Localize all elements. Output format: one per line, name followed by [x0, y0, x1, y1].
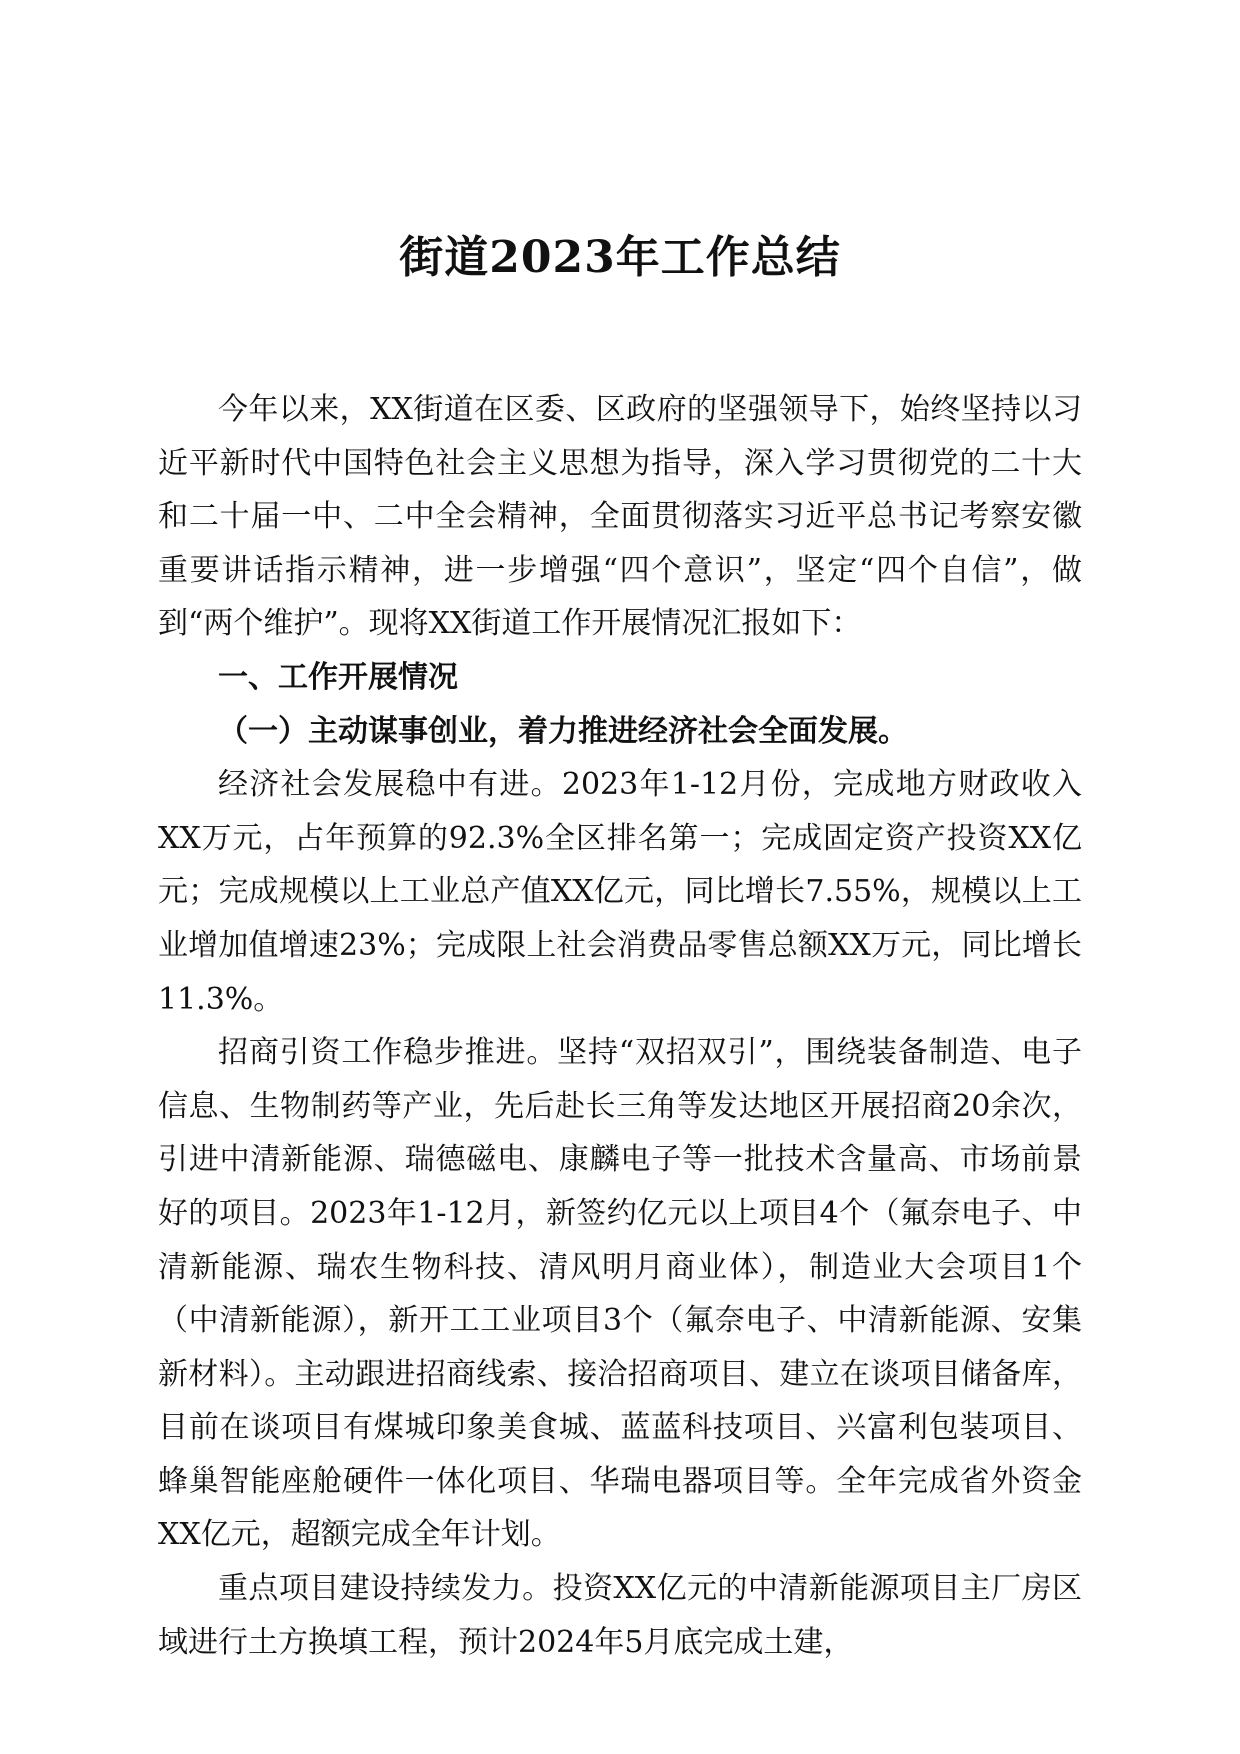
document-title: 街道2023年工作总结	[399, 232, 841, 283]
section-heading-work-progress: 一、工作开展情况	[218, 659, 458, 695]
subsection-heading-economy: （一）主动谋事创业，着力推进经济社会全面发展。	[218, 713, 908, 749]
intro-paragraph: 今年以来，XX街道在区委、区政府的坚强领导下，始终坚持以习近平新时代中国特色社会主义思想为指导，深入学习贯彻党的二十大和二十届一中、二中全会精神，全面贯彻落实习近平总书记考察安徽重要讲话指示精神，进一步增强“四个意识”，坚定“四个自信”，做到“两个维护”。现将XX街道工作开展情况汇报如下：	[158, 392, 1082, 642]
paragraph-economic-development: 经济社会发展稳中有进。2023年1-12月份，完成地方财政收入XX万元，占年预算的92.3%全区排名第一；完成固定资产投资XX亿元；完成规模以上工业总产值XX亿元，同比增长7.55%，规模以上工业增加值增速23%；完成限上社会消费品零售总额XX万元，同比增长11.3%。	[158, 767, 1082, 1017]
paragraph-key-projects: 重点项目建设持续发力。投资XX亿元的中清新能源项目主厂房区域进行土方换填工程，预计2024年5月底完成土建，	[158, 1571, 1082, 1660]
document-body	[158, 383, 1082, 1669]
paragraph-investment-attraction: 招商引资工作稳步推进。坚持“双招双引”，围绕装备制造、电子信息、生物制药等产业，先后赴长三角等发达地区开展招商20余次，引进中清新能源、瑞德磁电、康麟电子等一批技术含量高、市场前景好的项目。2023年1-12月，新签约亿元以上项目4个（氟奈电子、中清新能源、瑞农生物科技、清风明月商业体），制造业大会项目1个（中清新能源），新开工工业项目3个（氟奈电子、中清新能源、安集新材料）。主动跟进招商线索、接洽招商项目、建立在谈项目储备库，目前在谈项目有煤城印象美食城、蓝蓝科技项目、兴富利包装项目、蜂巢智能座舱硬件一体化项目、华瑞电器项目等。全年完成省外资金XX亿元，超额完成全年计划。	[158, 1035, 1082, 1553]
